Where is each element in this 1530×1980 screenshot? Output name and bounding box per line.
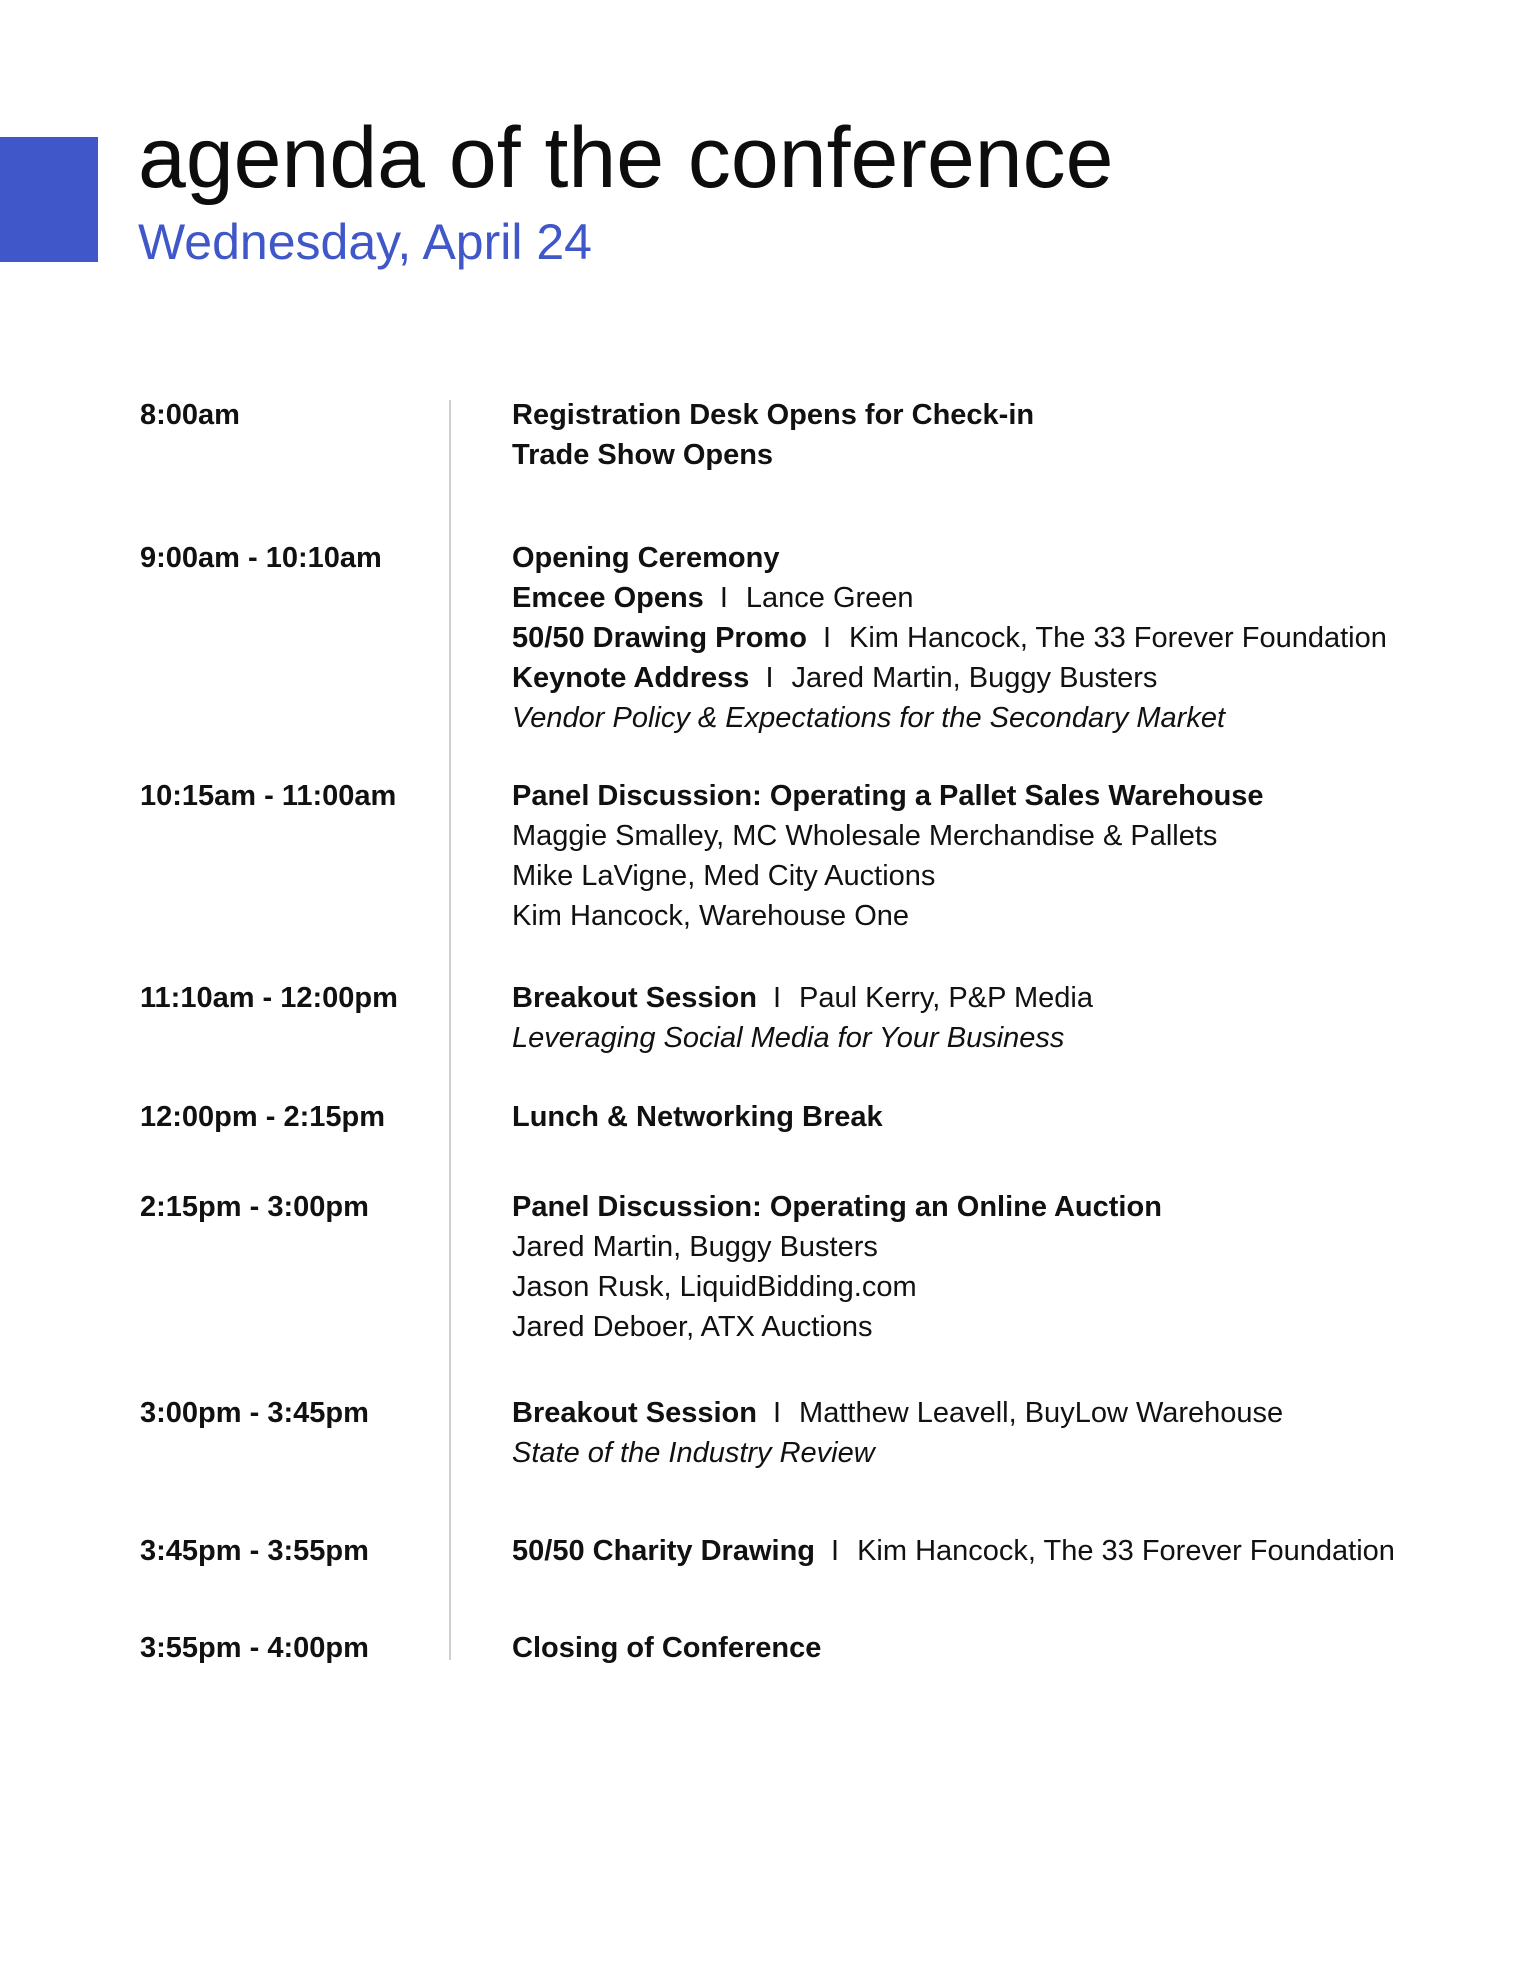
session-topic: Leveraging Social Media for Your Business	[512, 1022, 1065, 1054]
session-title: Panel Discussion: Operating a Pallet Sales Warehouse	[512, 780, 1264, 812]
separator: I	[772, 1397, 782, 1429]
session-title: Keynote Address	[512, 662, 750, 694]
session-title: Breakout Session	[512, 1397, 757, 1429]
agenda-details	[512, 776, 1512, 936]
separator: I	[822, 622, 831, 654]
agenda-details	[512, 1097, 1512, 1137]
agenda-line	[512, 395, 1512, 435]
speaker: Kim Hancock, The 33 Forever Foundation	[857, 1535, 1395, 1567]
agenda-line	[512, 896, 1512, 936]
separator: I	[831, 1535, 840, 1567]
agenda-line	[512, 578, 1512, 618]
agenda-details	[512, 538, 1512, 738]
accent-block	[0, 137, 98, 262]
session-title: Breakout Session	[512, 982, 757, 1014]
separator: I	[765, 662, 774, 694]
session-title: Lunch & Networking Break	[512, 1101, 883, 1133]
agenda-line	[512, 618, 1512, 658]
session-title: Panel Discussion: Operating an Online Auction	[512, 1191, 1162, 1223]
speaker: Jared Martin, Buggy Busters	[791, 662, 1158, 694]
agenda-time: 12:00pm - 2:15pm	[140, 1101, 385, 1133]
separator: I	[719, 582, 728, 614]
agenda-time: 2:15pm - 3:00pm	[140, 1191, 369, 1223]
agenda-time: 8:00am	[140, 399, 240, 431]
agenda-time: 3:55pm - 4:00pm	[140, 1632, 369, 1664]
agenda-details	[512, 978, 1512, 1058]
speaker: Jared Martin, Buggy Busters	[512, 1231, 878, 1263]
page-title: agenda of the conference	[138, 110, 1114, 206]
speaker: Mike LaVigne, Med City Auctions	[512, 860, 936, 892]
timeline-divider	[449, 400, 451, 1660]
agenda-line	[512, 856, 1512, 896]
speaker: Jared Deboer, ATX Auctions	[512, 1311, 873, 1343]
session-title: Opening Ceremony	[512, 542, 780, 574]
speaker: Kim Hancock, The 33 Forever Foundation	[849, 622, 1387, 654]
session-title: Registration Desk Opens for Check-in	[512, 399, 1035, 431]
agenda-details	[512, 1531, 1512, 1571]
agenda-line	[512, 698, 1512, 738]
speaker: Maggie Smalley, MC Wholesale Merchandise & Pallets	[512, 820, 1218, 852]
agenda-time: 3:45pm - 3:55pm	[140, 1535, 369, 1567]
agenda-line	[512, 1267, 1512, 1307]
agenda-line	[512, 538, 1512, 578]
agenda-details	[512, 1393, 1512, 1473]
agenda-line	[512, 776, 1512, 816]
agenda-details	[512, 395, 1512, 475]
agenda-line	[512, 816, 1512, 856]
session-title: Emcee Opens	[512, 582, 704, 614]
session-title: 50/50 Drawing Promo	[512, 622, 807, 654]
agenda-details	[512, 1187, 1512, 1347]
speaker: Paul Kerry, P&P Media	[799, 982, 1093, 1014]
agenda-time: 9:00am - 10:10am	[140, 542, 382, 574]
agenda-time: 11:10am - 12:00pm	[140, 982, 398, 1014]
speaker: Kim Hancock, Warehouse One	[512, 900, 910, 932]
page-subtitle: Wednesday, April 24	[138, 214, 592, 270]
agenda-details	[512, 1628, 1512, 1668]
agenda-line	[512, 435, 1512, 475]
agenda-time: 3:00pm - 3:45pm	[140, 1397, 369, 1429]
agenda-line	[512, 1433, 1512, 1473]
agenda-line	[512, 1018, 1512, 1058]
speaker: Matthew Leavell, BuyLow Warehouse	[799, 1397, 1284, 1429]
agenda-line	[512, 1393, 1512, 1433]
speaker: Lance Green	[745, 582, 914, 614]
agenda-time: 10:15am - 11:00am	[140, 780, 397, 812]
agenda-line	[512, 1227, 1512, 1267]
session-title: Trade Show Opens	[512, 439, 774, 471]
agenda-line	[512, 1187, 1512, 1227]
session-topic: Vendor Policy & Expectations for the Secondary Market	[512, 702, 1226, 734]
speaker: Jason Rusk, LiquidBidding.com	[512, 1271, 917, 1303]
session-title: 50/50 Charity Drawing	[512, 1535, 815, 1567]
agenda-line	[512, 978, 1512, 1018]
separator: I	[772, 982, 782, 1014]
agenda-line	[512, 1531, 1512, 1571]
agenda-line	[512, 1097, 1512, 1137]
session-topic: State of the Industry Review	[512, 1437, 875, 1469]
agenda-line	[512, 658, 1512, 698]
agenda-line	[512, 1628, 1512, 1668]
agenda-line	[512, 1307, 1512, 1347]
session-title: Closing of Conference	[512, 1632, 822, 1664]
